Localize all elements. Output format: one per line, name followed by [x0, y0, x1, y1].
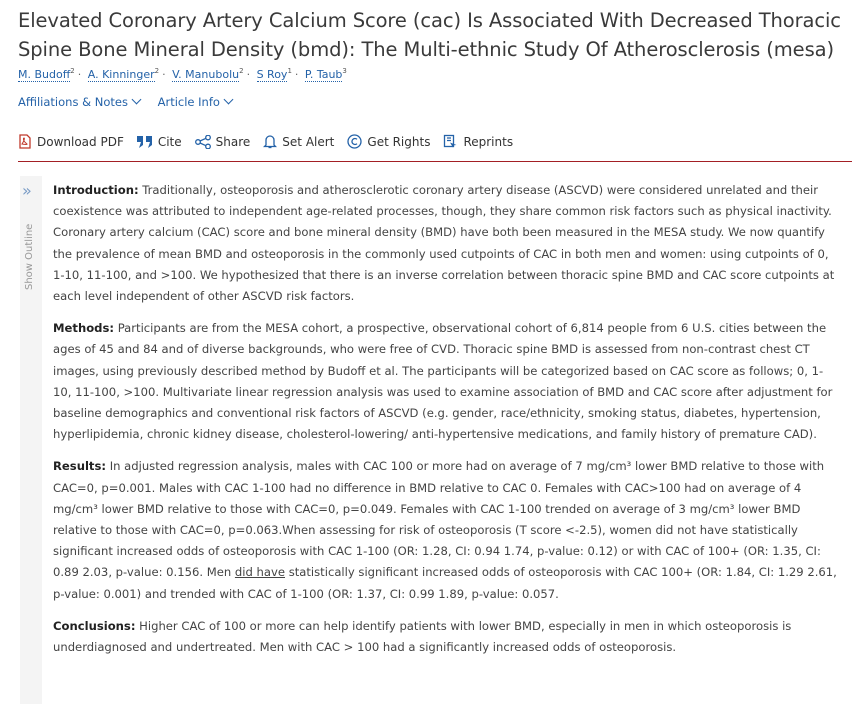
affiliations-toggle[interactable]: Affiliations & Notes: [18, 95, 140, 109]
section-divider: [18, 161, 852, 162]
abstract-methods: Methods: Participants are from the MESA cohort, a prospective, observational cohort of 6,814 people from 6 U.S. cities between the ages of 45 and 84 and of diverse backgrounds, who were free of CVD. Thoracic spine BMD is assessed from non-contrast chest CT images, using previously described method by Budoff et al. The participants will be categorized based on CAC score as follows; 0, 1-10, 11-100, >100. Multivariate linear regression analysis was used to examine association of BMD and CAC score after adjustment for baseline demographics and conventional risk factors of ASCVD (e.g. gender, race/ethnicity, smoking status, diabetes, hypertension, hyperlipidemia, chronic kidney disease, cholesterol-lowering/ anti-hypertensive medications, and family history of premature CAD).: [53, 321, 833, 442]
abstract-introduction: Introduction: Traditionally, osteoporosis and atherosclerotic coronary artery disease (ASCVD) were considered unrelated and their coexistence was attributed to independent age-related processes, though, they share common risk factors such as physical inactivity. Coronary artery calcium (CAC) score and bone mineral density (BMD) have both been measured in the MESA study. We now quantify the prevalence of mean BMD and osteoporosis in the commonly used cutpoints of CAC in both men and women: using cutpoints of 0, 1-10, 11-100, and >100. We hypothesized that there is an inverse correlation between thoracic spine BMD and CAC score cutpoints at each level independent of other ASCVD risk factors.: [53, 183, 835, 304]
author-link[interactable]: S Roy: [256, 67, 288, 81]
author-link[interactable]: A. Kinninger: [87, 67, 155, 81]
author-affiliation-sup: 2: [70, 67, 75, 75]
bell-icon: [263, 134, 277, 149]
chevron-down-icon: [223, 95, 233, 105]
reprints-button[interactable]: Reprints: [443, 134, 513, 149]
author-affiliation-sup: 2: [154, 67, 160, 75]
get-rights-button[interactable]: Get Rights: [347, 134, 430, 149]
share-button[interactable]: Share: [195, 135, 251, 149]
quote-icon: [137, 136, 153, 148]
show-outline-label[interactable]: [24, 276, 35, 290]
author-separator: ·: [77, 67, 82, 81]
abstract-body: [53, 180, 839, 669]
abstract-conclusions: Conclusions: Higher CAC of 100 or more can help identify patients with lower BMD, especially in men in which osteoporosis is underdiagnosed and undertreated. Men with CAC > 100 had a significantly increased odds of osteoporosis.: [53, 618, 792, 655]
chevron-down-icon: [131, 95, 141, 105]
author-affiliation-sup: 2: [239, 67, 244, 75]
download-pdf-button[interactable]: Download PDF: [18, 134, 124, 149]
article-info-toggle[interactable]: Article Info: [158, 95, 232, 109]
copyright-icon: [347, 134, 362, 149]
author-separator: ·: [246, 67, 251, 81]
author-list: [18, 67, 347, 81]
author-link[interactable]: P. Taub: [304, 67, 343, 81]
article-meta-links: [18, 95, 246, 109]
reprints-icon: [443, 134, 458, 149]
abstract-results: Results: In adjusted regression analysis, males with CAC 100 or more had on average of 7 mg/cm³ lower BMD relative to those with CAC=0, p=0.001. Males with CAC 1-100 had no difference in BMD relative to CAC 0. Females with CAC>100 had on average of 4 mg/cm³ lower BMD relative to those with CAC=0, p=0.049. Females with CAC 1-100 trended on average of 3 mg/cm³ lower BMD relative to those with CAC=0, p=0.063.When assessing for risk of osteoporosis (T score <-2.5), women did not have statistically significant increased odds of osteoporosis with CAC 1-100 (OR: 1.28, CI: 0.94 1.74, p-value: 0.12) or with CAC of 100+ (OR: 1.35, CI: 0.89 2.03, p-value: 0.156. Men did have statistically significant increased odds of osteoporosis with CAC 100+ (OR: 1.84, CI: 1.29 2.61, p-value: 0.001) and trended with CAC of 1-100 (OR: 1.37, CI: 0.99 1.89, p-value: 0.057.: [53, 459, 837, 601]
set-alert-button[interactable]: Set Alert: [263, 134, 334, 149]
author-link[interactable]: V. Manubolu: [172, 67, 240, 81]
author-separator: ·: [162, 67, 166, 81]
pdf-icon: [18, 134, 32, 149]
author-separator: ·: [294, 67, 299, 81]
article-title: Elevated Coronary Artery Calcium Score (cac) Is Associated With Decreased Thoracic Spine Bone Mineral Density (bmd): The Multi-ethnic Study Of Atherosclerosis (mesa): [18, 9, 841, 61]
article-toolbar: [18, 134, 526, 149]
share-icon: [195, 135, 211, 149]
cite-button[interactable]: Cite: [137, 135, 182, 149]
author-affiliation-sup: 1: [287, 67, 292, 75]
author-link[interactable]: M. Budoff: [18, 67, 71, 81]
double-chevron-right-icon[interactable]: »: [22, 181, 32, 200]
author-affiliation-sup: 3: [342, 67, 347, 75]
